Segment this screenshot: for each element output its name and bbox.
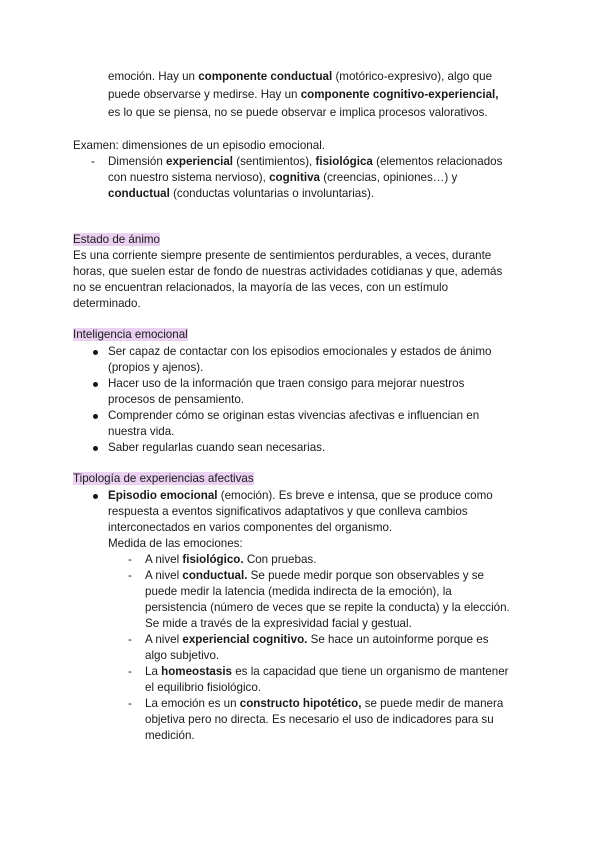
sub-dash-5: - <box>128 697 132 710</box>
text-run: La <box>145 665 162 678</box>
text-run: fisiológica <box>315 155 373 168</box>
sub-5-line-3 <box>145 729 195 743</box>
text-run: objetiva pero no directa. Es necesario el uso de indicadores para su <box>145 713 494 726</box>
mood-line-1: Es una corriente siempre presente de sentimientos perdurables, a veces, durante <box>73 249 492 262</box>
text-run: el equilibrio fisiológico. <box>145 681 261 694</box>
ei-item-2-line-1: Hacer uso de la información que traen consigo para mejorar nuestros <box>108 377 465 390</box>
text-run: homeostasis <box>161 665 233 678</box>
ei-bullet-1 <box>93 350 98 355</box>
exam-dash: - <box>91 155 95 168</box>
sub-2-line-4 <box>145 617 412 631</box>
exam-line-2 <box>108 171 457 185</box>
text-run: componente cognitivo-experiencial, <box>300 88 499 101</box>
text-run: Episodio emocional <box>108 489 218 502</box>
text-run: (sentimientos), <box>233 155 316 168</box>
text-run: (creencias, opiniones…) y <box>320 171 458 184</box>
text-run: con nuestro sistema nervioso), <box>108 171 270 184</box>
text-run: puede observarse y medirse. Hay un <box>108 88 301 101</box>
text-run: La emoción es un <box>145 697 240 710</box>
sub-2-line-2 <box>145 585 452 599</box>
intro-line-2 <box>108 88 498 102</box>
text-run: A nivel <box>145 633 183 646</box>
sub-4-line-1 <box>145 665 509 679</box>
text-run: cognitiva <box>269 171 321 184</box>
text-run: componente conductual <box>198 70 333 83</box>
sub-5-line-1 <box>145 697 503 711</box>
text-run: conductual. <box>182 569 248 582</box>
typ-heading: Tipología de experiencias afectivas <box>73 472 254 485</box>
text-run: experiencial cognitivo. <box>182 633 308 646</box>
text-run: algo subjetivo. <box>145 649 220 662</box>
sub-5-line-2 <box>145 713 494 727</box>
text-run: experiencial <box>166 155 234 168</box>
ei-item-3-line-2: nuestra vida. <box>108 425 175 438</box>
text-run: se puede medir de manera <box>361 697 504 710</box>
mood-line-2: horas, que suelen estar de fondo de nuestras actividades cotidianas y que, además <box>73 265 503 278</box>
intro-line-3 <box>108 106 488 120</box>
text-run: (motórico-expresivo), algo que <box>332 70 493 83</box>
typ-line-4: Medida de las emociones: <box>108 537 243 550</box>
text-run: (elementos relacionados <box>372 155 503 168</box>
text-run: Se mide a través de la expresividad facial y gestual. <box>145 617 412 630</box>
text-run: conductual <box>108 187 170 200</box>
text-run: A nivel <box>145 553 183 566</box>
ei-bullet-4 <box>93 446 98 451</box>
text-run: (emoción). Es breve e intensa, que se produce como <box>217 489 493 502</box>
text-run: fisiológico. <box>182 553 244 566</box>
sub-4-line-2 <box>145 681 261 695</box>
sub-dash-1: - <box>128 553 132 566</box>
ei-item-3-line-1: Comprender cómo se originan estas vivencias afectivas e influencian en <box>108 409 480 422</box>
sub-dash-3: - <box>128 633 132 646</box>
ei-bullet-3 <box>93 414 98 419</box>
ei-item-4-line-1: Saber regularlas cuando sean necesarias. <box>108 441 326 454</box>
text-run: es la capacidad que tiene un organismo de mantener <box>232 665 509 678</box>
text-run: emoción. Hay un <box>108 70 199 83</box>
typ-line-1 <box>108 489 493 503</box>
ei-bullet-2 <box>93 382 98 387</box>
ei-item-1-line-2: (propios y ajenos). <box>108 361 204 374</box>
exam-line-1 <box>108 155 502 169</box>
ei-heading: Inteligencia emocional <box>73 328 188 341</box>
sub-2-line-3 <box>145 601 510 615</box>
text-run: es lo que se piensa, no se puede observar e implica procesos valorativos. <box>108 106 488 119</box>
mood-line-3: no se encuentran relacionados, la mayoría de las veces, con un estímulo <box>73 281 449 294</box>
text-run: Con pruebas. <box>243 553 317 566</box>
text-run: Dimensión <box>108 155 166 168</box>
sub-3-line-2 <box>145 649 219 663</box>
text-run: persistencia (número de veces que se repite la conducta) y la elección. <box>145 601 510 614</box>
sub-1-line-1 <box>145 553 316 567</box>
exam-title: Examen: dimensiones de un episodio emocional. <box>73 139 325 152</box>
text-run: constructo hipotético, <box>239 697 362 710</box>
text-run: Se hace un autoinforme porque es <box>307 633 489 646</box>
text-run: puede medir la latencia (medida indirecta de la emoción), la <box>145 585 452 598</box>
text-run: (conductas voluntarias o involuntarias). <box>169 187 375 200</box>
typ-bullet <box>93 494 98 499</box>
sub-dash-4: - <box>128 665 132 678</box>
intro-line-1 <box>108 70 492 84</box>
text-run: Se puede medir porque son observables y se <box>247 569 484 582</box>
mood-line-4: determinado. <box>73 297 141 310</box>
mood-heading: Estado de ánimo <box>73 233 161 246</box>
exam-line-3 <box>108 187 374 201</box>
ei-item-2-line-2: procesos de pensamiento. <box>108 393 244 406</box>
sub-dash-2: - <box>128 569 132 582</box>
sub-2-line-1 <box>145 569 484 583</box>
typ-line-3: interconectados en varios componentes del organismo. <box>108 521 393 534</box>
sub-3-line-1 <box>145 633 489 647</box>
typ-line-2: respuesta a eventos significativos adaptativos y que conlleva cambios <box>108 505 468 518</box>
text-run: medición. <box>145 729 195 742</box>
text-run: A nivel <box>145 569 183 582</box>
ei-item-1-line-1: Ser capaz de contactar con los episodios emocionales y estados de ánimo <box>108 345 492 358</box>
